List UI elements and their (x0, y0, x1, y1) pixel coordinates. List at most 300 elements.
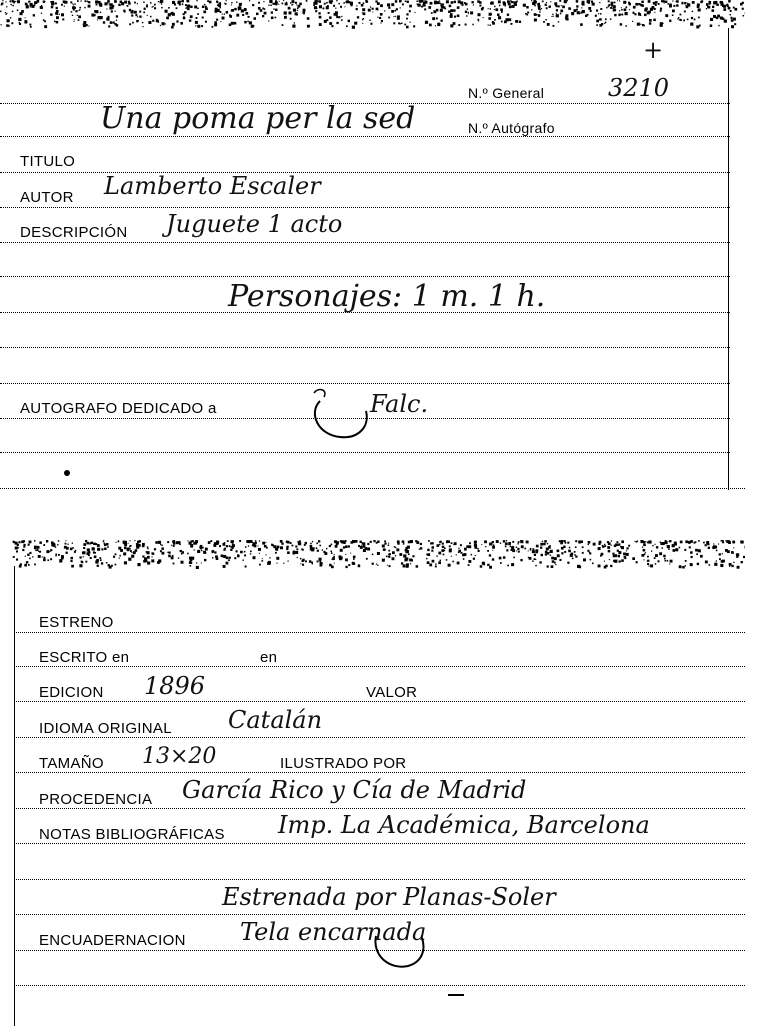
scan-speckle (185, 4, 187, 6)
scan-speckle (440, 9, 443, 12)
scan-speckle (542, 541, 543, 542)
scan-speckle (124, 544, 127, 547)
scan-speckle (673, 549, 676, 552)
scan-speckle (731, 17, 733, 19)
scan-speckle (328, 12, 330, 14)
scan-speckle (83, 556, 84, 557)
scan-speckle (556, 9, 558, 11)
scan-speckle (248, 16, 250, 18)
scan-speckle (331, 566, 334, 569)
scan-speckle (204, 552, 206, 554)
scan-speckle (226, 557, 229, 560)
scan-speckle (709, 564, 711, 566)
scan-speckle (345, 566, 347, 568)
scan-speckle (161, 0, 164, 3)
scan-speckle (359, 2, 361, 4)
scan-speckle (348, 545, 350, 547)
scan-speckle (457, 6, 460, 9)
scan-speckle (509, 6, 512, 9)
scan-speckle (596, 24, 598, 26)
scan-speckle (419, 549, 420, 550)
scan-speckle (264, 545, 267, 548)
scan-speckle (190, 545, 193, 548)
scan-speckle (517, 548, 519, 550)
scan-speckle (672, 15, 674, 17)
scan-speckle (115, 11, 116, 12)
scan-speckle (286, 2, 287, 3)
scan-speckle (450, 13, 453, 16)
scan-speckle (618, 543, 620, 545)
scan-speckle (614, 554, 617, 557)
scan-speckle (15, 547, 18, 550)
scan-speckle (84, 7, 85, 8)
scan-speckle (116, 20, 117, 21)
scan-speckle (380, 4, 383, 7)
rule (16, 666, 745, 667)
scan-speckle (511, 546, 514, 549)
scan-speckle (395, 0, 398, 3)
scan-speckle (497, 14, 500, 17)
notas-label: NOTAS BIBLIOGRÁFICAS (39, 826, 225, 843)
scan-speckle (713, 545, 716, 548)
scan-speckle (521, 545, 524, 548)
scan-speckle (439, 0, 440, 1)
scan-speckle (581, 12, 583, 14)
scan-speckle (440, 3, 443, 6)
scan-speckle (679, 547, 681, 549)
scan-speckle (692, 1, 695, 4)
scan-speckle (154, 4, 156, 6)
scan-speckle (541, 8, 542, 9)
scan-speckle (532, 2, 535, 5)
scan-speckle (87, 548, 90, 551)
scan-speckle (500, 562, 502, 564)
scan-speckle (110, 3, 113, 6)
scan-speckle (553, 25, 555, 27)
scan-speckle (581, 3, 584, 5)
scan-speckle (437, 544, 440, 547)
scan-speckle (567, 542, 569, 544)
scan-speckle (286, 548, 288, 550)
scan-speckle (160, 550, 162, 552)
scan-speckle (283, 563, 284, 564)
scan-speckle (604, 561, 605, 562)
scan-speckle (271, 11, 273, 13)
scan-speckle (733, 547, 734, 548)
scan-speckle (99, 4, 102, 7)
scan-speckle (196, 566, 199, 569)
scan-speckle (387, 3, 390, 6)
scan-speckle (397, 17, 400, 20)
scan-speckle (319, 5, 322, 8)
scan-speckle (610, 18, 612, 20)
scan-speckle (59, 14, 60, 15)
scan-speckle (110, 21, 113, 24)
scan-speckle (591, 1, 593, 3)
scan-speckle (294, 22, 295, 23)
scan-speckle (320, 564, 323, 567)
scan-speckle (113, 556, 115, 558)
scan-speckle (626, 553, 629, 556)
scan-speckle (567, 562, 569, 564)
scan-speckle (182, 4, 184, 6)
scan-speckle (681, 3, 683, 5)
scan-speckle (221, 555, 224, 558)
scan-speckle (546, 548, 549, 551)
scan-speckle (405, 557, 408, 560)
scan-speckle (240, 551, 243, 554)
scan-speckle (536, 14, 538, 16)
scan-speckle (416, 565, 419, 568)
scan-speckle (620, 546, 622, 548)
scan-speckle (453, 22, 456, 25)
scan-speckle (377, 17, 378, 18)
scan-speckle (74, 21, 75, 22)
scan-speckle (618, 555, 621, 558)
scan-speckle (83, 24, 86, 27)
scan-speckle (42, 556, 43, 557)
scan-speckle (637, 23, 640, 26)
scan-speckle (1, 4, 3, 6)
scan-speckle (205, 21, 207, 23)
scan-speckle (736, 9, 737, 10)
scan-speckle (542, 1, 544, 3)
scan-speckle (648, 540, 651, 543)
scan-speckle (426, 558, 427, 559)
scan-speckle (492, 22, 495, 25)
scan-speckle (583, 547, 584, 548)
scan-speckle (640, 24, 641, 25)
scan-speckle (392, 557, 395, 560)
scan-speckle (406, 18, 408, 20)
scan-speckle (367, 548, 370, 551)
scan-speckle (370, 541, 372, 543)
scan-speckle (599, 19, 601, 21)
scan-speckle (200, 547, 202, 549)
scan-speckle (329, 22, 332, 25)
scan-speckle (64, 6, 65, 7)
scan-speckle (477, 548, 479, 550)
scan-speckle (354, 22, 357, 25)
scan-speckle (678, 17, 679, 18)
scan-speckle (358, 564, 360, 566)
scan-speckle (436, 556, 437, 557)
scan-speckle (608, 4, 610, 6)
scan-speckle (336, 543, 339, 546)
scan-speckle (543, 21, 545, 23)
scan-speckle (611, 2, 614, 5)
scan-speckle (695, 549, 698, 552)
scan-speckle (402, 540, 405, 543)
scan-speckle (322, 549, 323, 550)
scan-speckle (432, 560, 435, 563)
scan-speckle (356, 5, 357, 6)
scan-speckle (86, 542, 89, 545)
scan-speckle (22, 549, 24, 551)
scan-speckle (331, 25, 333, 27)
scan-speckle (670, 560, 673, 563)
scan-speckle (510, 23, 512, 25)
scan-speckle (174, 3, 176, 5)
scan-speckle (23, 546, 25, 548)
scan-speckle (406, 13, 408, 15)
scan-speckle (224, 3, 225, 4)
scan-speckle (695, 541, 697, 543)
scan-speckle (129, 23, 131, 25)
scan-speckle (425, 21, 428, 24)
scan-speckle (124, 11, 126, 13)
scan-speckle (432, 17, 435, 20)
scan-speckle (106, 9, 107, 10)
scan-speckle (466, 15, 467, 16)
scan-speckle (416, 541, 419, 544)
scan-speckle (50, 13, 52, 15)
scan-speckle (489, 543, 492, 546)
scan-speckle (144, 8, 146, 10)
scan-speckle (333, 5, 335, 7)
scan-speckle (546, 2, 547, 3)
scan-speckle (78, 19, 80, 21)
scan-speckle (352, 540, 355, 543)
scan-speckle (180, 22, 183, 25)
scan-speckle (40, 6, 43, 9)
scan-speckle (667, 560, 669, 562)
scan-speckle (669, 3, 671, 5)
scan-speckle (50, 551, 51, 552)
scan-speckle (479, 5, 481, 7)
scan-speckle (176, 20, 178, 22)
scan-speckle (383, 548, 386, 551)
rule (0, 207, 730, 208)
scan-speckle (722, 560, 725, 563)
scan-speckle (336, 14, 338, 16)
scan-speckle (172, 23, 175, 26)
scan-speckle (550, 1, 551, 2)
scan-speckle (319, 545, 321, 547)
scan-speckle (122, 2, 124, 4)
scan-speckle (160, 544, 161, 545)
scan-speckle (304, 14, 305, 15)
scan-speckle (574, 9, 577, 12)
scan-speckle (561, 552, 563, 554)
scan-speckle (588, 7, 591, 10)
scan-speckle (244, 551, 246, 553)
scan-speckle (655, 554, 658, 557)
scan-speckle (365, 547, 368, 550)
scan-speckle (88, 1, 90, 3)
scan-speckle (488, 25, 489, 26)
scan-speckle (135, 549, 138, 552)
scan-speckle (148, 21, 151, 24)
scan-speckle (508, 543, 511, 546)
scan-speckle (104, 544, 106, 546)
scan-speckle (152, 556, 153, 557)
scan-speckle (118, 541, 120, 543)
rule (16, 701, 745, 702)
scan-speckle (610, 565, 612, 567)
scan-speckle (288, 7, 291, 10)
scan-speckle (128, 543, 129, 544)
scan-speckle (147, 562, 150, 565)
scan-speckle (736, 556, 738, 558)
scan-speckle (505, 542, 508, 545)
scan-speckle (302, 549, 304, 551)
scan-speckle (575, 540, 577, 542)
scan-speckle (377, 541, 379, 543)
scan-speckle (718, 544, 719, 545)
catalog-card-top (0, 0, 745, 492)
scan-speckle (558, 5, 560, 7)
scan-speckle (338, 16, 340, 18)
scan-speckle (697, 563, 699, 565)
scan-speckle (608, 0, 610, 2)
scan-speckle (195, 542, 197, 544)
scan-speckle (560, 10, 563, 13)
scan-speckle (89, 543, 91, 545)
scan-speckle (604, 545, 606, 547)
scan-speckle (279, 1, 280, 2)
scan-speckle (357, 16, 359, 18)
scan-speckle (698, 8, 701, 11)
scan-speckle (614, 2, 616, 4)
scan-speckle (127, 550, 129, 552)
ink-mark (448, 994, 464, 996)
scan-speckle (124, 547, 126, 549)
scan-speckle (172, 555, 174, 557)
scan-speckle (310, 543, 312, 545)
scan-speckle (281, 543, 283, 545)
scan-speckle (268, 561, 271, 564)
scan-speckle (600, 8, 602, 10)
descripcion-value: Juguete 1 acto (166, 210, 343, 238)
scan-speckle (372, 12, 373, 13)
scan-speckle (405, 1, 407, 3)
rule (16, 843, 745, 844)
scan-speckle (708, 547, 710, 549)
scan-speckle (238, 7, 241, 10)
scan-speckle (610, 7, 612, 9)
escrito-label: ESCRITO en (39, 649, 130, 666)
scan-speckle (316, 547, 318, 549)
scan-speckle (621, 559, 624, 562)
scan-speckle (506, 549, 508, 551)
scan-speckle (11, 4, 12, 5)
scan-speckle (6, 13, 7, 14)
scan-speckle (71, 11, 73, 13)
scan-speckle (450, 9, 453, 12)
scan-speckle (297, 557, 298, 558)
scan-speckle (380, 23, 381, 24)
scan-speckle (458, 550, 461, 553)
scan-speckle (192, 540, 194, 542)
scan-speckle (268, 20, 269, 21)
descripcion-label: DESCRIPCIÓN (20, 224, 128, 241)
scan-speckle (507, 565, 509, 567)
scan-speckle (137, 563, 140, 566)
scan-speckle (171, 557, 174, 560)
scan-speckle (316, 543, 318, 545)
scan-speckle (333, 556, 335, 558)
scan-speckle (395, 547, 396, 548)
scan-speckle (213, 544, 216, 547)
scan-speckle (183, 17, 186, 20)
scan-speckle (665, 1, 667, 3)
scan-speckle (536, 545, 539, 548)
scan-speckle (34, 547, 37, 550)
scan-speckle (727, 5, 729, 7)
scan-speckle (716, 550, 718, 552)
scan-speckle (427, 561, 430, 564)
scan-speckle (688, 541, 691, 544)
scan-speckle (160, 25, 161, 26)
scan-speckle (621, 14, 623, 16)
scan-speckle (344, 6, 345, 7)
scan-speckle (165, 10, 168, 13)
scan-speckle (518, 541, 520, 543)
scan-speckle (530, 549, 531, 550)
scan-speckle (43, 559, 46, 562)
scan-speckle (287, 551, 290, 554)
scan-speckle (165, 23, 166, 24)
scan-speckle (83, 547, 85, 549)
scan-speckle (534, 19, 537, 22)
scan-speckle (471, 554, 473, 556)
scan-speckle (592, 3, 595, 6)
scan-speckle (161, 547, 164, 550)
scan-speckle (46, 550, 49, 553)
scan-speckle (705, 561, 708, 564)
scan-speckle (56, 21, 59, 24)
scan-speckle (618, 14, 620, 16)
scan-speckle (276, 549, 278, 551)
scan-speckle (259, 564, 260, 565)
scan-speckle (61, 13, 64, 16)
scan-speckle (85, 561, 87, 563)
scan-speckle (346, 25, 348, 27)
scan-speckle (197, 550, 200, 553)
scan-speckle (554, 562, 556, 564)
scan-speckle (609, 559, 610, 560)
scan-speckle (136, 546, 139, 549)
scan-speckle (248, 540, 251, 543)
scan-speckle (197, 13, 199, 15)
scan-speckle (698, 540, 700, 542)
edicion-value: 1896 (144, 672, 206, 700)
scan-speckle (245, 566, 247, 568)
scan-speckle (389, 565, 391, 567)
scan-speckle (38, 555, 41, 558)
scan-speckle (387, 565, 388, 566)
scan-speckle (679, 565, 682, 568)
scan-speckle (123, 552, 126, 555)
scan-speckle (720, 17, 723, 20)
scan-speckle (435, 25, 436, 26)
scan-speckle (696, 25, 699, 28)
scan-speckle (535, 565, 537, 567)
scan-speckle (162, 552, 165, 555)
scan-speckle (468, 13, 469, 14)
scan-speckle (407, 1, 409, 3)
scan-speckle (730, 10, 732, 12)
scan-speckle (373, 540, 375, 542)
scan-speckle (491, 1, 494, 4)
scan-speckle (642, 24, 644, 26)
scan-speckle (570, 554, 573, 557)
scan-speckle (277, 563, 278, 564)
scan-speckle (680, 541, 683, 544)
scan-speckle (223, 555, 226, 558)
scan-speckle (403, 543, 405, 545)
